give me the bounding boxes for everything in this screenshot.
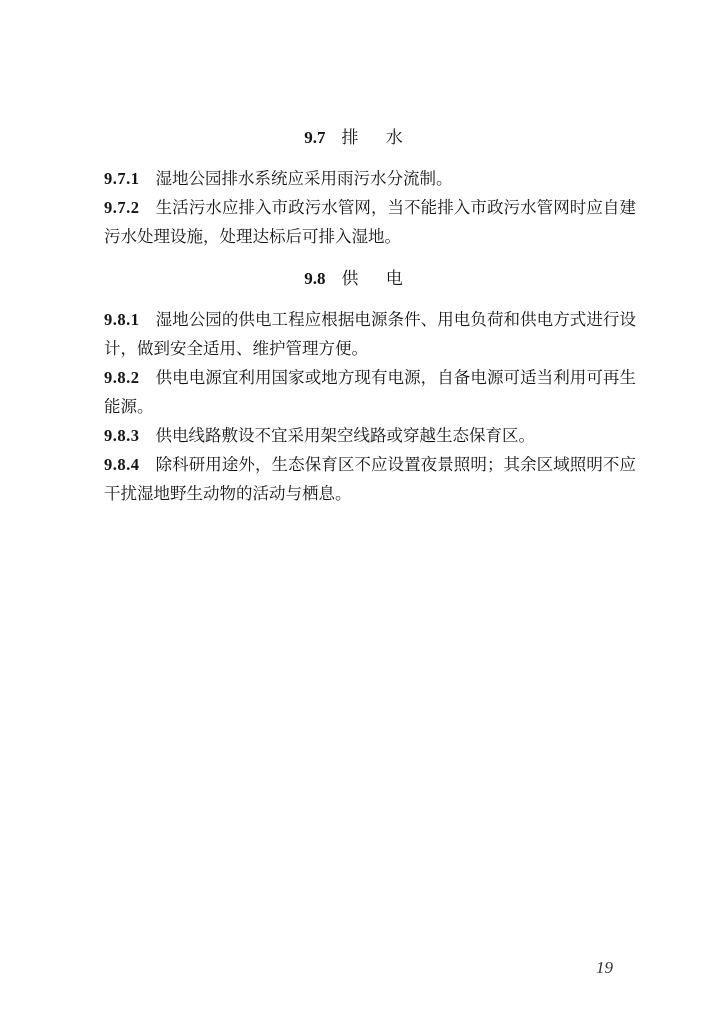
clause-text: 供电线路敷设不宜采用架空线路或穿越生态保育区。 bbox=[155, 426, 535, 445]
section-heading-9-8 bbox=[0, 267, 707, 291]
clause-9-8-2 bbox=[104, 363, 636, 421]
clause-text: 湿地公园的供电工程应根据电源条件、用电负荷和供电方式进行设计，做到安全适用、维护管理方便。 bbox=[104, 310, 636, 358]
clause-9-8-1 bbox=[104, 305, 636, 363]
clause-9-8-4 bbox=[104, 450, 636, 508]
clause-text: 除科研用途外，生态保育区不应设置夜景照明；其余区域照明不应干扰湿地野生动物的活动与栖息。 bbox=[104, 455, 636, 503]
section-title: 供电 bbox=[341, 269, 430, 289]
clause-number: 9.8.3 bbox=[104, 426, 140, 445]
section-number: 9.8 bbox=[304, 269, 326, 288]
clause-number: 9.8.1 bbox=[104, 310, 140, 329]
clause-number: 9.8.4 bbox=[104, 455, 140, 474]
clause-9-8-3 bbox=[104, 421, 636, 450]
clause-number: 9.8.2 bbox=[104, 368, 140, 387]
clause-number: 9.7.1 bbox=[104, 169, 140, 188]
clause-text: 湿地公园排水系统应采用雨污水分流制。 bbox=[155, 169, 453, 188]
page-number: 19 bbox=[596, 958, 613, 977]
clause-text: 供电电源宜利用国家或地方现有电源，自备电源可适当利用可再生能源。 bbox=[104, 368, 636, 416]
clause-number: 9.7.2 bbox=[104, 198, 140, 217]
section-number: 9.7 bbox=[304, 128, 326, 147]
section-heading-9-7 bbox=[0, 126, 707, 150]
clause-9-7-2 bbox=[104, 193, 636, 251]
clause-text: 生活污水应排入市政污水管网，当不能排入市政污水管网时应自建污水处理设施，处理达标后可排入湿地。 bbox=[104, 198, 636, 246]
section-title: 排水 bbox=[341, 128, 430, 148]
clause-9-7-1 bbox=[104, 164, 636, 193]
